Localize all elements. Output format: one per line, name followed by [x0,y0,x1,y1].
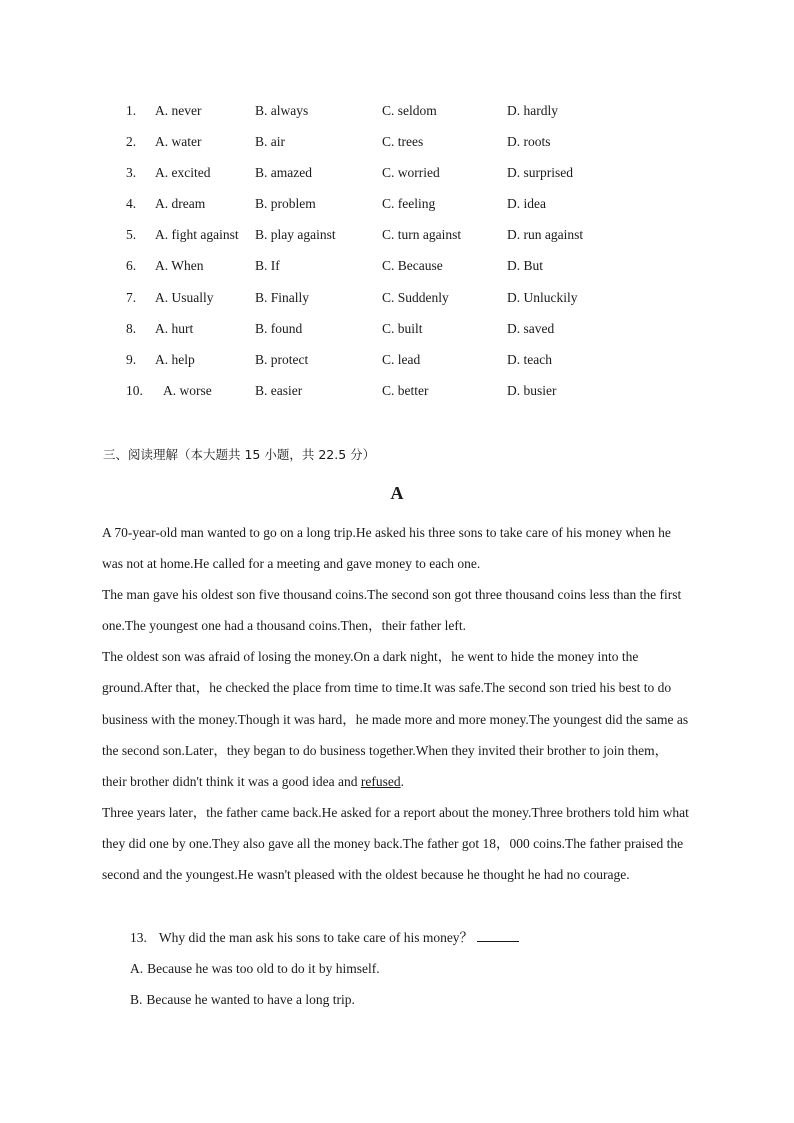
option-row-6 [126,255,726,286]
option-c: C. better [382,382,429,398]
question-number: 5. [126,227,137,243]
option-b: B. air [255,134,285,150]
option-d: D. hardly [507,103,558,118]
question-number: 2. [126,134,137,150]
cloze-options-list [126,100,726,411]
underlined-word: refused [360,773,401,789]
option-d: D. Unluckily [507,289,578,305]
choice-text: Because he wanted to have a long trip. [146,992,355,1008]
question-13 [102,922,702,1015]
question-number: 8. [126,320,137,336]
option-row-1 [126,100,726,131]
option-d: D. surprised [507,165,573,181]
question-number: 1. [126,103,137,118]
option-d: D. busier [507,382,557,398]
paragraph-4: Three years later，the father came back.He asked for a report about the money.Three brothers told him what they did one by one.They also gave all the money back.The father got 18，000 coins.The father praised the second and the youngest.He wasn't pleased with the oldest because he thought he had no courage. [102,804,689,883]
option-row-8 [126,318,726,349]
option-b: B. found [255,320,303,336]
option-row-2 [126,131,726,162]
question-number: 3. [126,165,137,181]
option-b: B. always [255,103,309,118]
question-number: 9. [126,351,137,367]
option-a: A. worse [163,382,212,398]
option-b: B. play against [255,227,336,243]
option-d: D. run against [507,227,584,243]
option-c: C. feeling [382,196,436,212]
option-c: C. built [382,320,423,336]
option-a: A. excited [155,165,211,181]
option-b: B. amazed [255,165,312,181]
option-c: C. worried [382,165,440,181]
option-c: C. seldom [382,103,437,118]
option-c: C. trees [382,134,424,150]
passage-title: A [390,483,404,503]
reading-passage [102,517,692,890]
paragraph-2: The man gave his oldest son five thousand coins.The second son got three thousand coins less than the first one.The youngest one had a thousand coins.Then，their father left. [102,587,682,634]
paragraph-1: A 70-year-old man wanted to go on a long trip.He asked his three sons to take care of his money when he was not at home.He called for a meeting and gave money to each one. [102,525,671,572]
option-b: B. Finally [255,289,310,305]
question-number: 4. [126,196,137,212]
choice-a [102,953,702,984]
choice-letter: B. [130,992,143,1008]
option-a: A. never [155,103,202,118]
question-number: 6. [126,258,137,274]
option-b: B. If [255,258,280,274]
paragraph-3 [102,641,692,796]
question-text: Why did the man ask his sons to take care of his money？ [158,930,474,945]
choice-b [102,984,702,1015]
question-number: 7. [126,289,137,305]
option-d: D. roots [507,134,551,150]
option-a: A. When [155,258,204,274]
question-number: 10. [126,382,143,398]
option-d: D. saved [507,320,555,336]
option-c: C. Because [382,258,443,274]
option-row-10 [126,380,726,411]
option-a: A. Usually [155,289,214,305]
choice-letter: A. [130,961,144,977]
option-row-9 [126,349,726,380]
option-c: C. turn against [382,227,462,243]
answer-blank [477,927,519,942]
option-row-4 [126,193,726,224]
option-c: C. lead [382,351,421,367]
paragraph-3-text: The oldest son was afraid of losing the money.On a dark night，he went to hide the money into the ground.After that，he checked the place from time to time.It was safe.The second son tried his best to do business with the money.Though it was hard，he made more and more money.The youngest did the same as the second son.Later，they began to do business together.When they invited their brother to join them，their brother didn't think it was a good idea and [102,649,689,789]
option-b: B. problem [255,196,316,212]
option-d: D. But [507,258,544,274]
option-row-3 [126,162,726,193]
option-d: D. idea [507,196,546,212]
option-d: D. teach [507,351,552,367]
option-b: B. easier [255,382,303,398]
paragraph-3-end: . [400,773,404,789]
option-a: A. fight against [155,227,239,243]
choice-text: Because he was too old to do it by himself. [147,961,380,977]
question-stem [102,922,702,953]
option-row-5 [126,224,726,255]
option-a: A. water [155,134,202,150]
option-row-7 [126,287,726,318]
question-number: 13. [130,930,147,945]
option-b: B. protect [255,351,309,367]
option-a: A. help [155,351,195,367]
section-heading: 三、阅读理解（本大题共 15 小题，共 22.5 分） [103,447,376,462]
option-a: A. hurt [155,320,194,336]
option-c: C. Suddenly [382,289,449,305]
option-a: A. dream [155,196,206,212]
